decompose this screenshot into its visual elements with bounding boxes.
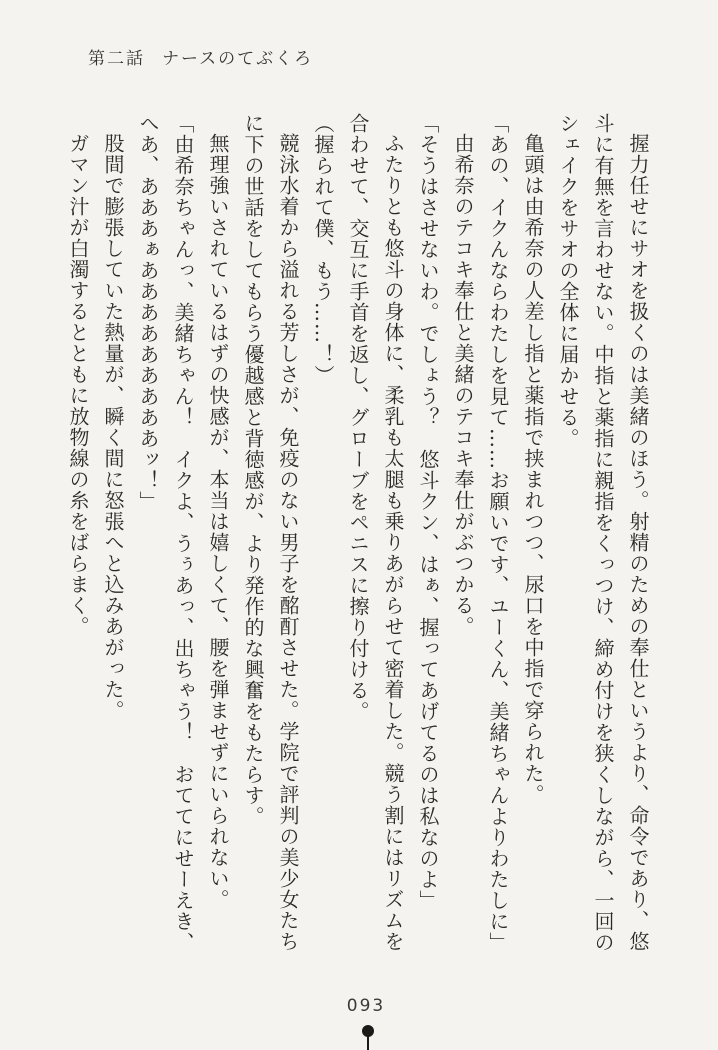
chapter-number: 第二話 bbox=[88, 49, 145, 69]
paragraph: 競泳水着から溢れる芳しさが、免疫のない男子を酩酊させた。学院で評判の美少女たちに下の世話をしてもらう優越感と背徳感が、より発作的な興奮をもたらす。 bbox=[241, 113, 300, 952]
page-footer bbox=[0, 980, 718, 1050]
body-text bbox=[59, 113, 655, 957]
paragraph: 無理強いされているはずの快感が、本当は嬉しくて、腰を弾ませずにいられない。 bbox=[206, 133, 230, 910]
paragraph: 股間で膨張していた熱量が、瞬く間に怒張へと込みあがった。 bbox=[101, 133, 125, 721]
paragraph: ふたりとも悠斗の身体に、柔乳も太腿も乗りあがらせて密着した。競う割にはリズムを合わせて、交互に手首を返し、グローブをペニスに擦り付ける。 bbox=[346, 113, 405, 952]
chapter-title: ナースのてぶくろ bbox=[162, 49, 314, 69]
page-number: 093 bbox=[346, 996, 386, 1016]
paragraph: 由希奈のテコキ奉仕と美緒のテコキ奉仕がぶつかる。 bbox=[451, 133, 475, 637]
paragraph-dialogue: 「由希奈ちゃんっ、美緒ちゃん！ イクよ、うぅあっ、出ちゃう！ おててにせーえき、へあ、あああぁあああああああああッ！」 bbox=[136, 113, 195, 953]
paragraph-dialogue: 「そうはさせないわ。でしょう？ 悠斗クン、はぁ、握ってあげてるのは私なのよ」 bbox=[416, 113, 440, 911]
paragraph-thought: （握られて僕、もう……！） bbox=[311, 113, 335, 386]
paragraph: 亀頭は由希奈の人差し指と薬指で挟まれつつ、尿口を中指で穿られた。 bbox=[521, 133, 545, 805]
paragraph: ガマン汁が白濁するとともに放物線の糸をばらまく。 bbox=[66, 133, 90, 637]
binding-dot-icon bbox=[362, 1025, 374, 1037]
paragraph-dialogue: 「あの、イクんならわたしを見て……お願いです、ユーくん、美緒ちゃんよりわたしに」 bbox=[486, 113, 510, 953]
paragraph: 握力任せにサオを扱くのは美緒のほう。射精のための奉仕というより、命令であり、悠斗に有無を言わせない。中指と薬指に親指をくっつけ、締め付けを狭くしながら、一回のシェイクをサオの全体に届かせる。 bbox=[556, 113, 650, 953]
running-head bbox=[88, 44, 313, 69]
